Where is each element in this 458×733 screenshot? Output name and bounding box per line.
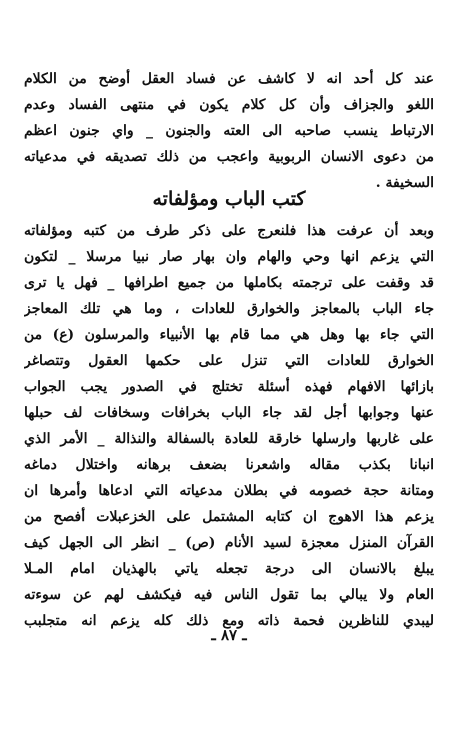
text-line: انبانا بكذب مقاله واشعرنا بضعف برهانه واختلال دماغه [24,457,434,473]
text-line: عند كل أحد انه لا كاشف عن فساد العقل أوضح من الكلام [24,71,434,87]
text-line: عنها وجوابها أجل لقد جاء الباب بخرافات وسخافات لف حبلها [24,405,434,421]
paragraph-1 [24,66,434,196]
text-line: القرآن المنزل معجزة لسيد الأنام (ص) _ انظر الى الجهل كيف [24,535,434,551]
text-line: السخيفة . [375,175,434,191]
text-line: على غاربها وارسلها خارقة للعادة بالسفالة والنذالة _ الأمر الذي [24,431,434,447]
page-number: ـ ٨٧ ـ [211,626,247,644]
text-line: من دعوى الانسان الربوبية واعجب من ذلك تصديقه في مدعياته [24,149,434,165]
text-line: يزعم هذا الاهوج ان كتابه المشتمل على الخزعبلات أفصح من [24,509,434,525]
text-line: الخوارق للعادات التي تنزل على حكمها العقول وتتصاغر [24,353,434,369]
paragraph-2 [24,218,434,634]
section-heading: كتب الباب ومؤلفاته [152,188,306,210]
text-line: بازائها الافهام فهذه أسئلة تختلج في الصدور يجب الجواب [24,379,434,395]
text-line: قد وقفت على ترجمته بكاملها من جميع اطرافها _ فهل يا ترى [24,275,434,291]
text-line: ومتانة حجة خصومه في بطلان مدعياته التي ادعاها وأمرها ان [24,483,434,499]
text-line: وبعد أن عرفت هذا فلنعرج على ذكر طرف من كتبه ومؤلفاته [24,223,434,239]
text-line: التي جاء بها وهل هي مما قام بها الأنبياء والمرسلون (ع) من [24,327,434,343]
text-line: العام ولا يبالي بما تقول الناس فيه فيكشف لهم عن سوءته [24,587,434,603]
text-line: التي يزعم انها وحي والهام وان بهار صار نبيا مرسلا _ لتكون [24,249,434,265]
text-line: يبلغ بالانسان الى درجة تجعله ياتي بالهذيان امام المـلا [24,561,434,577]
text-line: الارتباط ينسب صاحبه الى العته والجنون _ واي جنون اعظم [24,123,434,139]
text-line: اللغو والجزاف وأن كل كلام يكون في منتهى الفساد وعدم [24,97,434,113]
text-line: جاء الباب بالمعاجز والخوارق للعادات ، وما هي تلك المعاجز [24,301,434,317]
text-line: ليبدي للناظرين فحمة ذاته ومع ذلك كله يزعم انه متجلبب [24,613,434,629]
